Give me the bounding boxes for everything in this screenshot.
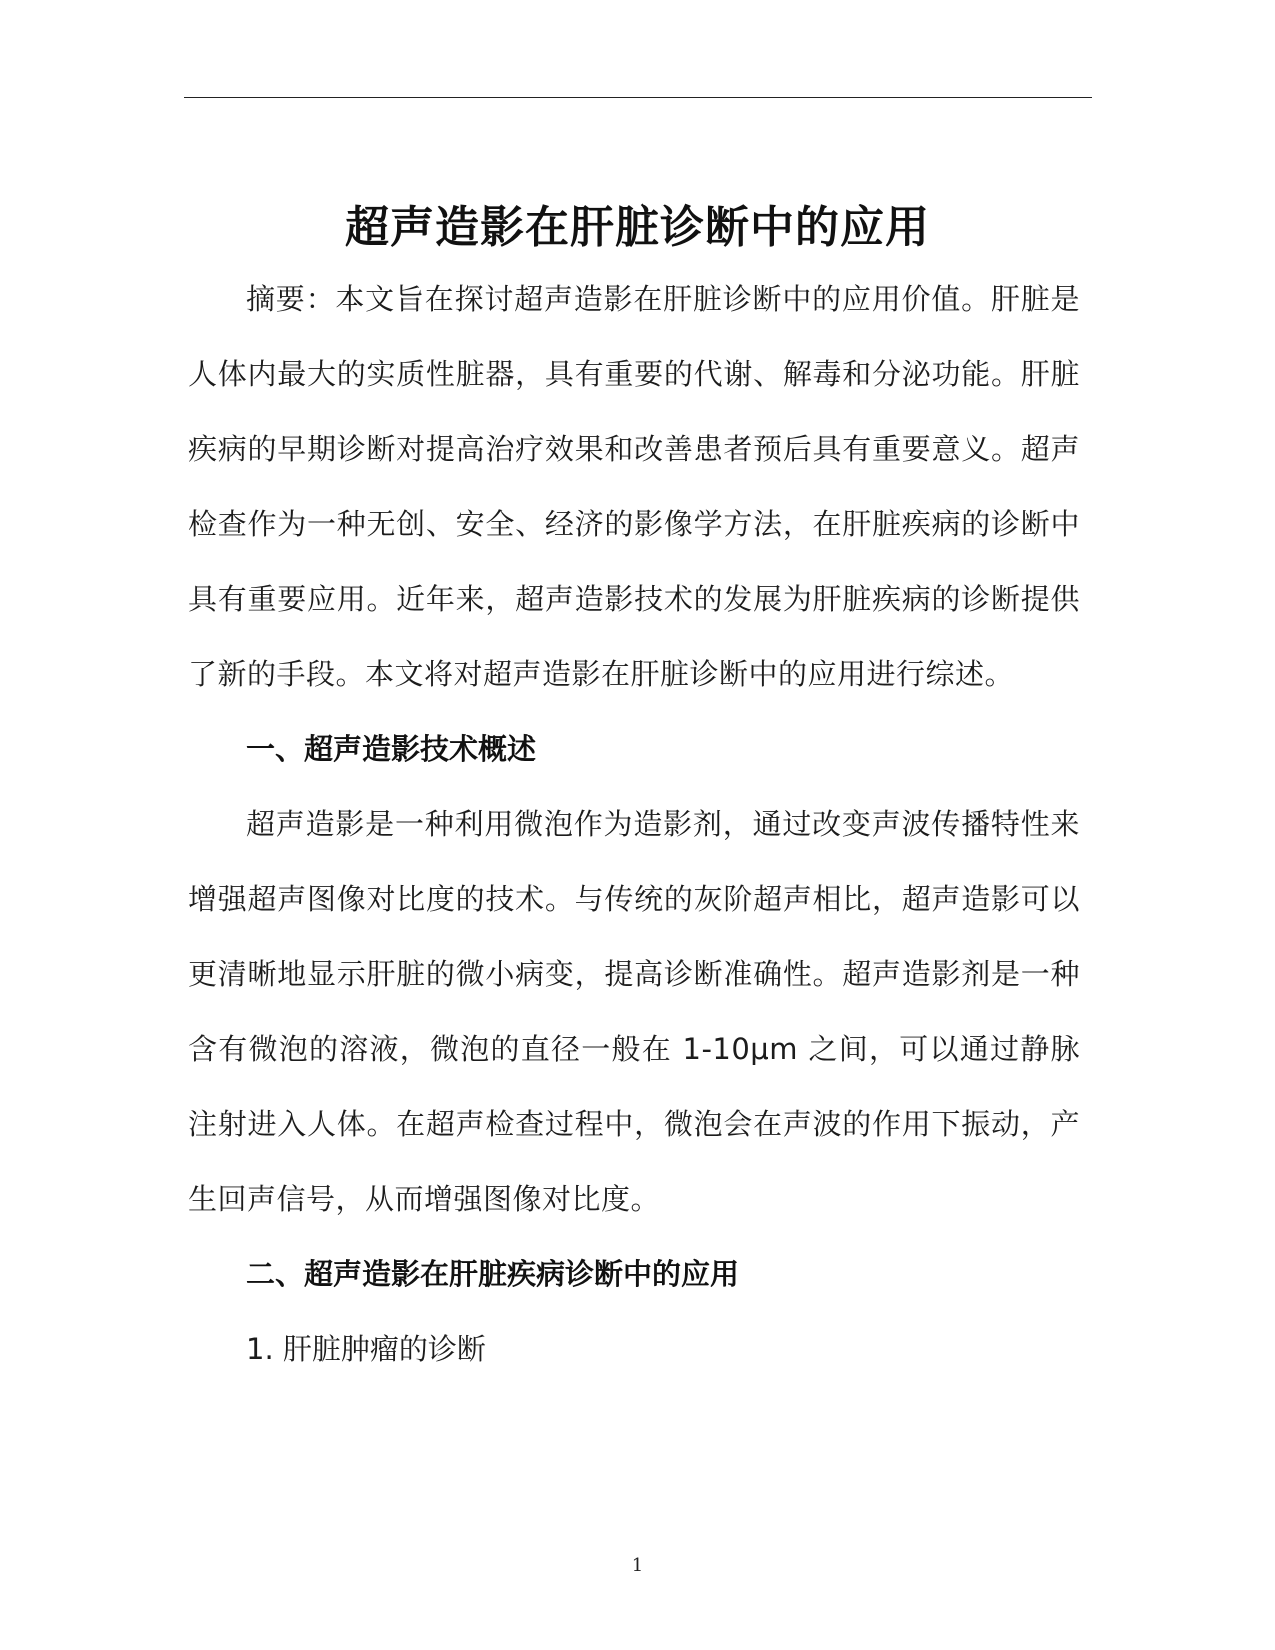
document-body <box>188 262 1080 1387</box>
section-heading-overview: 一、超声造影技术概述 <box>246 732 537 766</box>
section-heading-applications: 二、超声造影在肝脏疾病诊断中的应用 <box>246 1257 740 1291</box>
header-rule <box>184 97 1092 98</box>
abstract-paragraph: 摘要：本文旨在探讨超声造影在肝脏诊断中的应用价值。肝脏是人体内最大的实质性脏器，具有重要的代谢、解毒和分泌功能。肝脏疾病的早期诊断对提高治疗效果和改善患者预后具有重要意义。超声检查作为一种无创、安全、经济的影像学方法，在肝脏疾病的诊断中具有重要应用。近年来，超声造影技术的发展为肝脏疾病的诊断提供了新的手段。本文将对超声造影在肝脏诊断中的应用进行综述。 <box>188 282 1080 691</box>
overview-paragraph: 超声造影是一种利用微泡作为造影剂，通过改变声波传播特性来增强超声图像对比度的技术。与传统的灰阶超声相比，超声造影可以更清晰地显示肝脏的微小病变，提高诊断准确性。超声造影剂是一种含有微泡的溶液，微泡的直径一般在 1-10μm 之间，可以通过静脉注射进入人体。在超声检查过程中，微泡会在声波的作用下振动，产生回声信号，从而增强图像对比度。 <box>188 807 1080 1216</box>
subsection-heading-tumor: 1. 肝脏肿瘤的诊断 <box>246 1332 486 1366</box>
document-title: 超声造影在肝脏诊断中的应用 <box>345 202 930 254</box>
page-number: 1 <box>631 1555 644 1576</box>
